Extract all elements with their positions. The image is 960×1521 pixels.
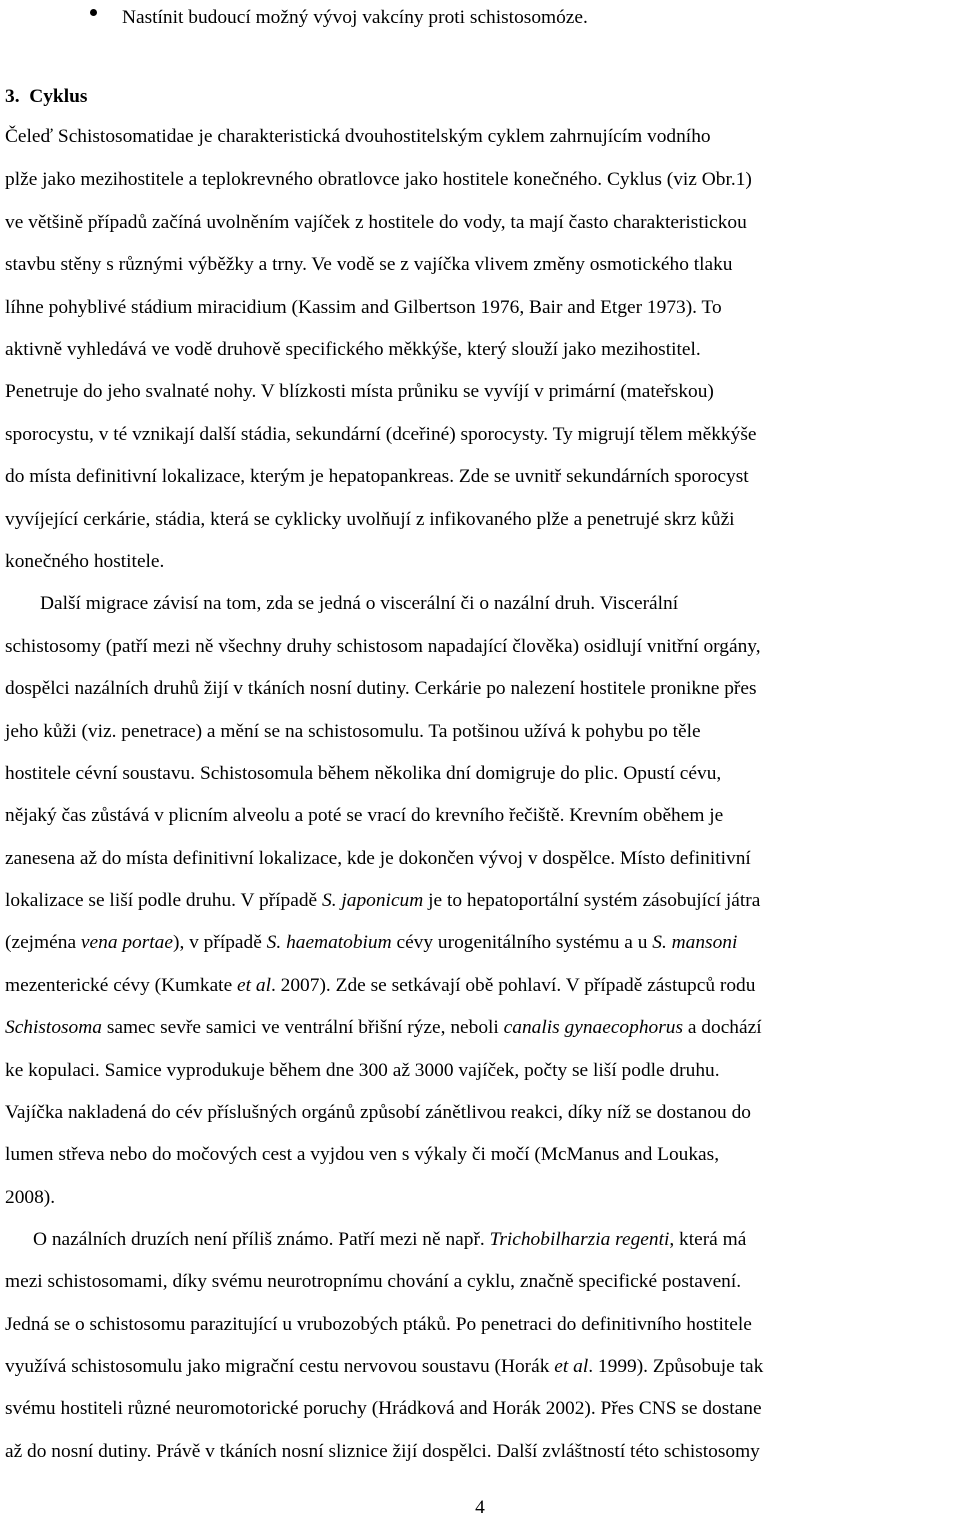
text-line: lumen střeva nebo do močových cest a vyjdou ven s výkaly či močí (McManus and Loukas, [5, 1144, 720, 1165]
text-run: je to hepatoportální systém zásobující játra [423, 890, 761, 911]
text-run: samec sevře samici ve ventrální břišní rýze, neboli [101, 1017, 504, 1038]
text-line [33, 1228, 746, 1252]
text-line: plže jako mezihostitele a teplokrevného obratlovce jako hostitele konečného. Cyklus (viz Obr.1) [5, 169, 752, 190]
text-line: vyvíjející cerkárie, stádia, která se cyklicky uvolňují z infikovaného plže a penetrujé skrz kůži [5, 509, 735, 530]
text-line: konečného hostitele. [5, 551, 165, 572]
text-line: líhne pohyblivé stádium miracidium (Kassim and Gilbertson 1976, Bair and Etger 1973). To [5, 297, 722, 318]
text-line [5, 1016, 762, 1040]
text-run: využívá schistosomulu jako migrační cestu nervovou soustavu (Horák [5, 1356, 555, 1377]
text-line: zanesena až do místa definitivní lokalizace, kde je dokončen vývoj v dospělce. Místo definitivní [5, 848, 751, 869]
text-run: mezenterické cévy (Kumkate [5, 975, 238, 996]
anatomical-term: vena portae [80, 932, 173, 953]
page-number: 4 [475, 1497, 485, 1518]
species-name: Trichobilharzia regenti [489, 1229, 670, 1250]
citation-etal: et al [554, 1356, 589, 1377]
text-run: . 2007). Zde se setkávají obě pohlaví. V případě zástupců rodu [270, 975, 756, 996]
genus-name: Schistosoma [5, 1017, 102, 1038]
text-line: aktivně vyhledává ve vodě druhově specifického měkkýše, který slouží jako mezihostitel. [5, 339, 701, 360]
text-line: dospělci nazálních druhů žijí v tkáních nosní dutiny. Cerkárie po nalezení hostitele pronikne přes [5, 678, 757, 699]
text-line: jeho kůži (viz. penetrace) a mění se na schistosomulu. Ta potšinou užívá k pohybu po těle [5, 721, 701, 742]
text-run: (zejména [5, 932, 81, 953]
text-line: sporocystu, v té vznikají další stádia, sekundární (dceřiné) sporocysty. Ty migrují tělem měkkýše [5, 424, 757, 445]
text-line [5, 974, 755, 998]
text-line: stavbu stěny s různými výběžky a trny. Ve vodě se z vajíčka vlivem změny osmotického tlaku [5, 254, 733, 275]
species-name: S. mansoni [652, 932, 738, 953]
text-line: Čeleď Schistosomatidae je charakteristická dvouhostitelským cyklem zahrnujícím vodního [5, 126, 711, 147]
text-line: hostitele cévní soustavu. Schistosomula během několika dní domigruje do plic. Opustí cévu, [5, 763, 722, 784]
text-run: . 1999). Způsobuje tak [588, 1356, 764, 1377]
text-line: svému hostiteli různé neuromotorické poruchy (Hrádková and Horák 2002). Přes CNS se dostane [5, 1398, 762, 1419]
text-run: O nazálních druzích není příliš známo. Patří mezi ně např. [33, 1229, 490, 1250]
text-line [5, 1355, 763, 1379]
text-line: až do nosní dutiny. Právě v tkáních nosní sliznice žijí dospělci. Další zvláštností této schistosomy [5, 1441, 760, 1462]
text-line: do místa definitivní lokalizace, kterým je hepatopankreas. Zde se uvnitř sekundárních sporocyst [5, 466, 749, 487]
text-line [5, 931, 737, 955]
text-run: a dochází [683, 1017, 762, 1038]
text-line: ve většině případů začíná uvolněním vajíček z hostitele do vody, ta mají často charakteristickou [5, 212, 747, 233]
text-line: Penetruje do jeho svalnaté nohy. V blízkosti místa průniku se vyvíjí v primární (mateřskou) [5, 381, 714, 402]
bullet-text: Nastínit budoucí možný vývoj vakcíny proti schistosomóze. [122, 7, 588, 28]
species-name: S. haematobium [266, 932, 392, 953]
text-line: nějaký čas zůstává v plicním alveolu a poté se vrací do krevního řečiště. Krevním oběhem je [5, 805, 724, 826]
text-line: Vajíčka nakladená do cév příslušných orgánů způsobí zánětlivou reakci, díky níž se dostanou do [5, 1102, 751, 1123]
text-line: schistosomy (patří mezi ně všechny druhy schistosom napadající člověka) osidlují vnitřní orgány, [5, 636, 761, 657]
text-run: lokalizace se liší podle druhu. V případě [5, 890, 322, 911]
text-line: 2008). [5, 1187, 56, 1208]
citation-etal: et al [237, 975, 271, 996]
bullet-item [0, 6, 960, 30]
text-run: cévy urogenitálního systému a u [391, 932, 653, 953]
bullet-dot-icon [90, 9, 97, 16]
text-line: mezi schistosomami, díky svému neurotropnímu chování a cyklu, značně specifické postavení. [5, 1271, 742, 1292]
text-line: ke kopulaci. Samice vyprodukuje během dne 300 až 3000 vajíček, počty se liší podle druhu. [5, 1060, 720, 1081]
text-run: , která má [669, 1229, 747, 1250]
text-run: ), v případě [172, 932, 267, 953]
text-line: Další migrace závisí na tom, zda se jedná o viscerální či o nazální druh. Viscerální [40, 593, 679, 614]
anatomical-term: canalis gynaecophorus [503, 1017, 683, 1038]
section-heading: 3. Cyklus [5, 86, 88, 107]
text-line [5, 889, 760, 913]
species-name: S. japonicum [322, 890, 424, 911]
text-line: Jedná se o schistosomu parazitující u vrubozobých ptáků. Po penetraci do definitivního hostitele [5, 1314, 752, 1335]
